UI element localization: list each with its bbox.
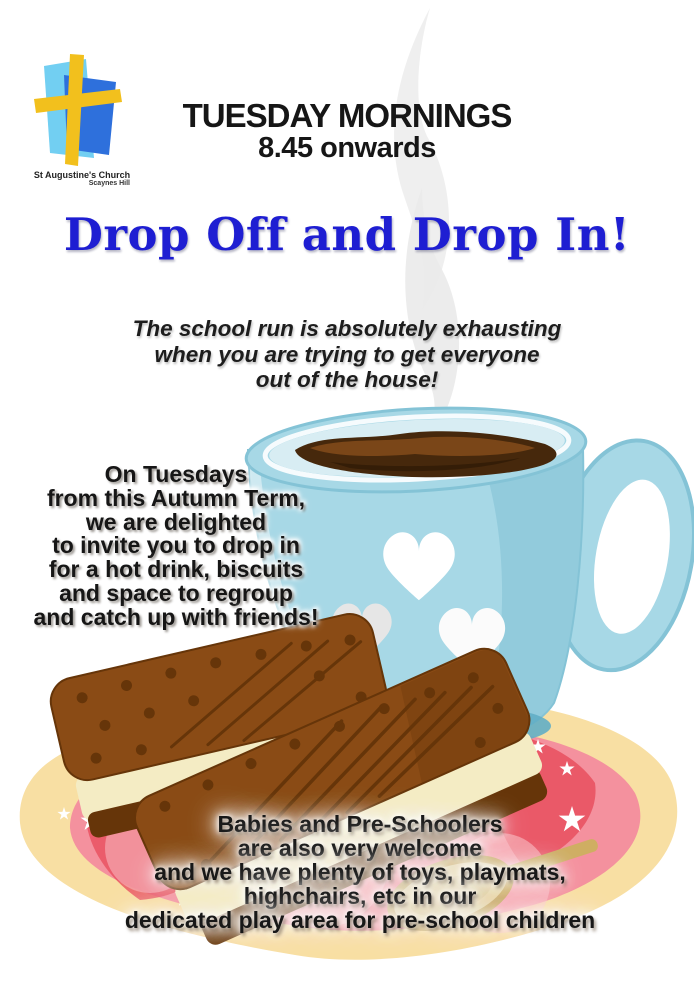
intro-line: when you are trying to get everyone: [154, 341, 540, 367]
intro-line: The school run is absolutely exhausting: [132, 316, 562, 341]
headline: Drop Off and Drop In!: [63, 208, 631, 261]
invite-line: and catch up with friends!: [33, 603, 319, 630]
invite-line: we are delighted: [85, 508, 267, 535]
footer-line: and we have plenty of toys, playmats,: [154, 859, 566, 885]
footer-line: Babies and Pre-Schoolers: [217, 811, 503, 837]
invite-line: to invite you to drop in: [52, 532, 300, 559]
invite-line: from this Autumn Term,: [46, 484, 306, 511]
footer-paragraph: [13, 812, 694, 932]
invite-line: and space to regroup: [59, 579, 293, 606]
intro-paragraph: [0, 316, 694, 393]
footer-line: are also very welcome: [237, 835, 483, 861]
page-subtitle: 8.45 onwards: [258, 132, 436, 164]
footer-line: dedicated play area for pre-school children: [124, 907, 596, 933]
logo-church-location: Scaynes Hill: [88, 180, 130, 187]
header-block: [0, 99, 694, 164]
logo-church-name: St Augustine's Church: [33, 170, 131, 180]
invite-line: On Tuesdays: [104, 461, 248, 487]
intro-line: out of the house!: [255, 367, 439, 392]
invite-line: for a hot drink, biscuits: [48, 556, 304, 583]
page-title: TUESDAY MORNINGS: [182, 97, 512, 134]
invitation-paragraph: [0, 463, 352, 630]
footer-line: highchairs, etc in our: [243, 883, 477, 909]
